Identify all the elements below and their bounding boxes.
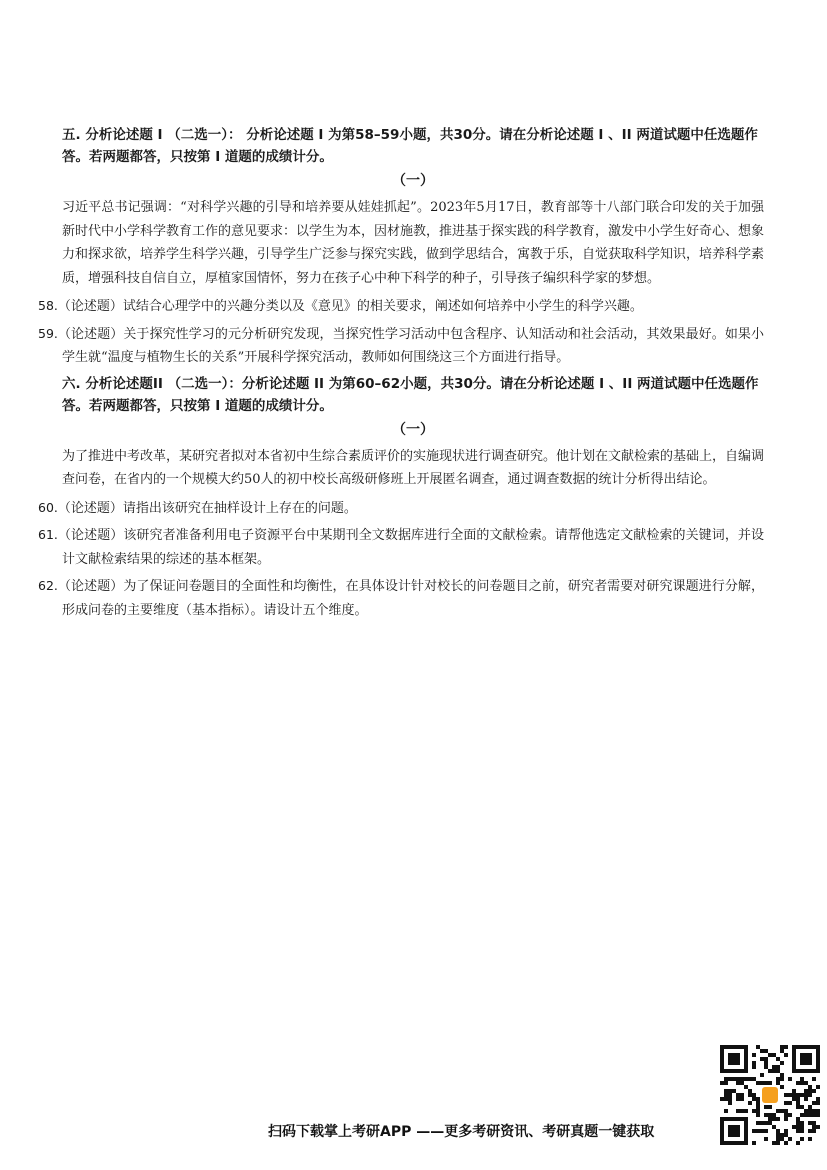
question-number: 62. xyxy=(38,578,58,593)
question-number: 58. xyxy=(38,298,58,313)
question-61 xyxy=(38,523,764,571)
section-6-subheading: （一） xyxy=(392,421,434,438)
qr-code-icon[interactable] xyxy=(720,1045,820,1145)
question-number: 61. xyxy=(38,527,58,542)
question-60 xyxy=(38,496,764,521)
question-text: （论述题）请指出该研究在抽样设计上存在的问题。 xyxy=(57,500,357,516)
section-6-passage: 为了推进中考改革，某研究者拟对本省初中生综合素质评价的实施现状进行调查研究。他计划在文献检索的基础上，自编调查问卷，在省内的一个规模大约50人的初中校长高级研修班上开展匿名调查，通过调查数据的统计分析得出结论。 xyxy=(62,448,765,487)
section-5-heading: 五. 分析论述题 I （二选一）： 分析论述题 I 为第58–59小题，共30分。请在分析论述题 I 、II 两道试题中任选题作答。若两题都答，只按第 I 道题的成绩计分。 xyxy=(62,127,758,165)
question-text: （论述题）为了保证问卷题目的全面性和均衡性，在具体设计针对校长的问卷题目之前，研究者需要对研究课题进行分解，形成问卷的主要维度（基本指标）。请设计五个维度。 xyxy=(57,579,764,618)
question-text: （论述题）试结合心理学中的兴趣分类以及《意见》的相关要求，阐述如何培养中小学生的科学兴趣。 xyxy=(57,299,643,314)
question-59 xyxy=(38,322,764,370)
question-number: 60. xyxy=(38,499,58,515)
footer-promo-text: 扫码下载掌上考研APP ——更多考研资讯、考研真题一键获取 xyxy=(268,1124,655,1140)
section-6-heading: 六. 分析论述题II （二选一）：分析论述题 II 为第60–62小题，共30分。请在分析论述题 I 、II 两道试题中任选题作答。若两题都答，只按第 I 道题的成绩计分。 xyxy=(62,375,759,414)
exam-content xyxy=(38,124,765,625)
section-5-subheading: （一） xyxy=(392,173,434,189)
section-5-passage: 习近平总书记强调：“对科学兴趣的引导和培养要从娃娃抓起”。2023年5月17日，教育部等十八部门联合印发的关于加强新时代中小学科学教育工作的意见要求：以学生为本，因材施教，推进基于探实践的科学教育，激发中小学生好奇心、想象力和探求欲，培养学生科学兴趣，引导学生广泛参与探究实践，做到学思结合，寓教于乐，自觉获取科学知识，培养科学素质，增强科技自信自立，厚植家国情怀，努力在孩子心中种下科学的种子，引导孩子编织科学家的梦想。 xyxy=(62,200,765,286)
qr-code-graphic xyxy=(720,1045,820,1145)
question-58 xyxy=(38,294,764,319)
question-text: （论述题）关于探究性学习的元分析研究发现，当探究性学习活动中包含程序、认知活动和社会活动，其效果最好。如果小学生就“温度与植物生长的关系”开展科学探究活动，教师如何围绕这三个方面进行指导。 xyxy=(57,326,764,365)
question-62 xyxy=(38,574,764,622)
question-number: 59. xyxy=(38,325,58,341)
question-text: （论述题）该研究者准备利用电子资源平台中某期刊全文数据库进行全面的文献检索。请帮他选定文献检索的关键词，并设计文献检索结果的综述的基本框架。 xyxy=(57,528,764,567)
